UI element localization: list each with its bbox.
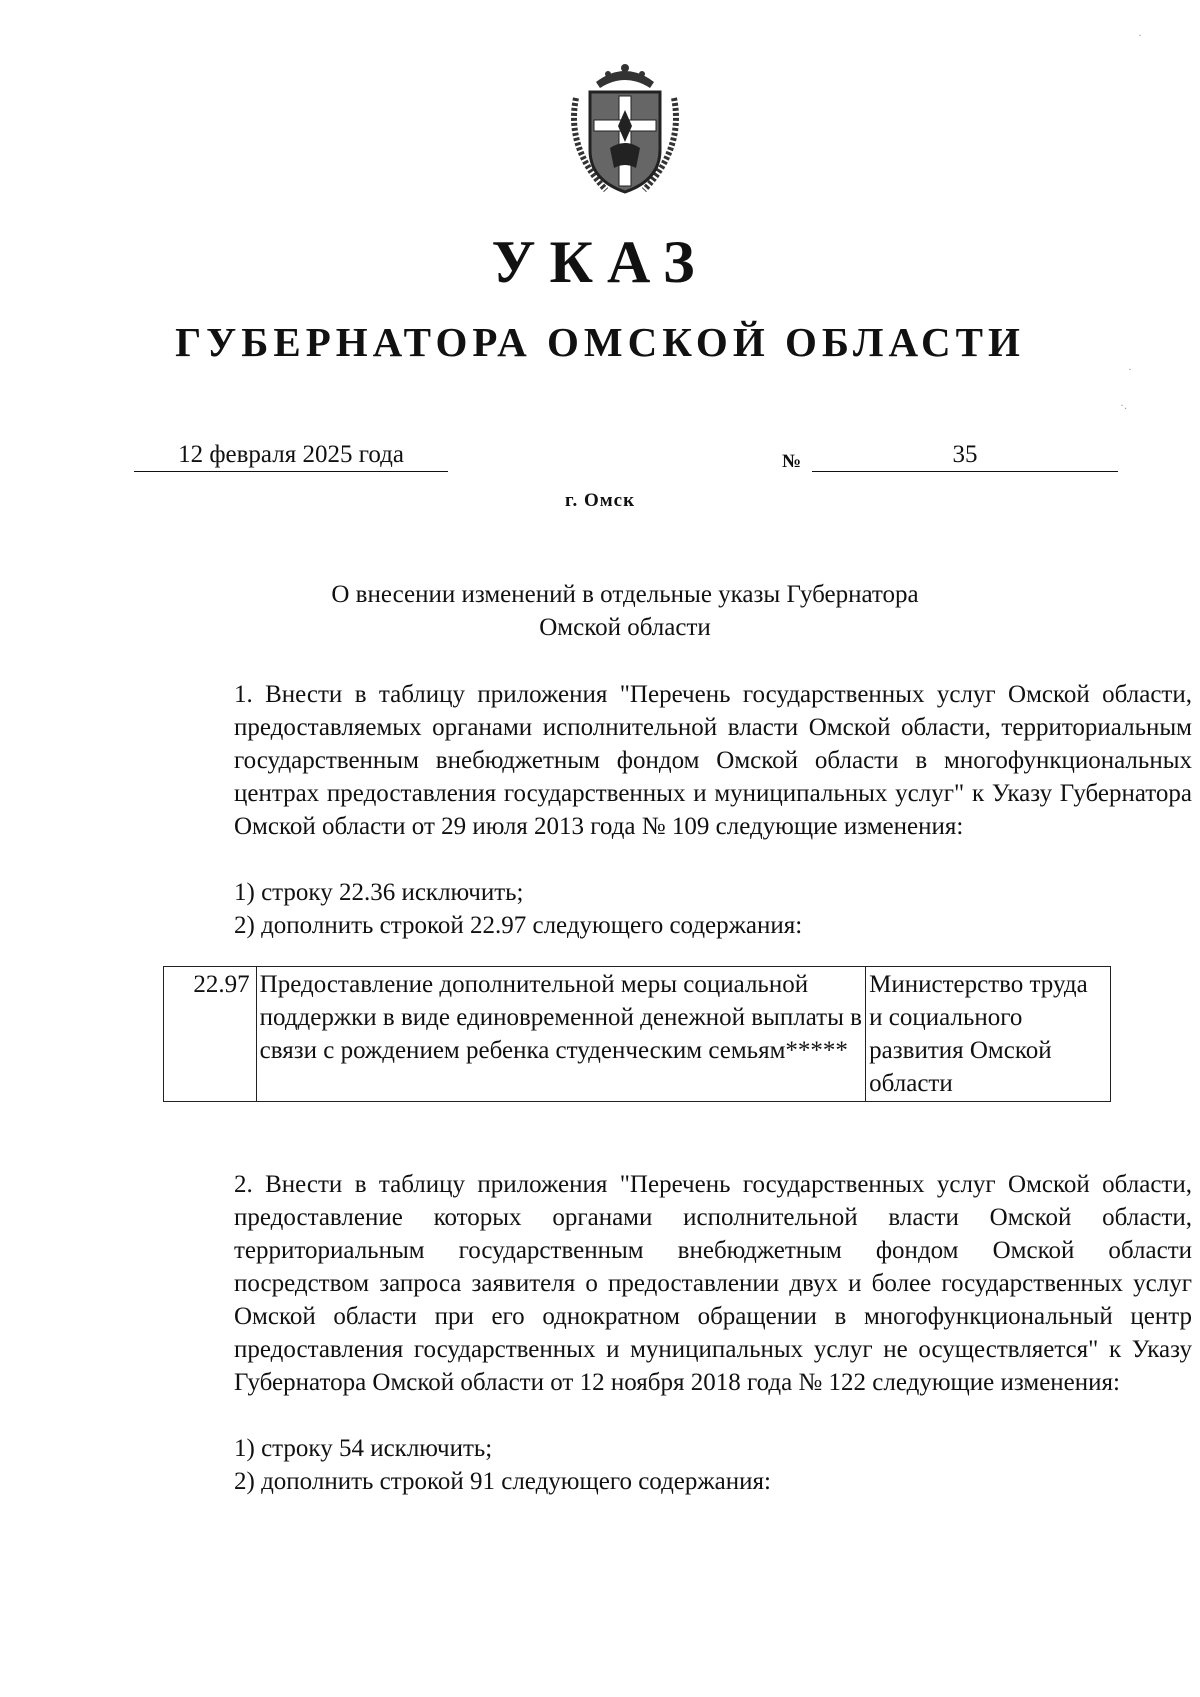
number-sign: № (782, 451, 802, 472)
section-2-paragraph: 2. Внести в таблицу приложения "Перечень государственных услуг Омской области, предоставление которых органами исполнительной власти Омской области, территориальным государственным внебюджетным фондом Омской области посредством запроса заявителя о предоставлении двух и более государственных услуг Омской области при его однократном обращении в многофункциональный центр предоставления государственных и муниципальных услуг не осуществляется" к Указу Губернатора Омской области от 12 ноября 2018 года № 122 следующие изменения: (234, 1171, 1192, 1396)
section-1-item-1: 1) строку 22.36 исключить; (234, 879, 524, 906)
document-date: 12 февраля 2025 года (134, 440, 448, 472)
document-heading (200, 578, 1050, 644)
heading-line-2: Омской области (539, 614, 711, 641)
document-title: УКАЗ (491, 229, 709, 295)
document-number: 35 (812, 440, 1118, 472)
scan-speck: · (1128, 362, 1132, 376)
table-cell-service-name: Предоставление дополнительной меры социальной поддержки в виде единовременной денежной выплаты в связи с рождением ребенка студенческим семьям***** (256, 967, 866, 1102)
section-1-paragraph: 1. Внести в таблицу приложения "Перечень государственных услуг Омской области, предоставляемых органами исполнительной власти Омской области, территориальным государственным внебюджетным фондом Омской области в многофункциональных центрах предоставления государственных и муниципальных услуг" к Указу Губернатора Омской области от 29 июля 2013 года № 109 следующие изменения: (234, 681, 1192, 840)
table-row (164, 967, 1111, 1102)
table-cell-number: 22.97 (164, 967, 257, 1102)
document-city: г. Омск (564, 490, 636, 511)
table-cell-organization: Министерство труда и социального развития Омской области (866, 967, 1111, 1102)
section-2-item-1: 1) строку 54 исключить; (234, 1435, 493, 1462)
heading-line-1: О внесении изменений в отдельные указы Губернатора (331, 581, 919, 608)
section-1-item-2: 2) дополнить строкой 22.97 следующего содержания: (234, 912, 803, 939)
section-2-item-2: 2) дополнить строкой 91 следующего содержания: (234, 1468, 771, 1495)
coat-of-arms-emblem (566, 58, 684, 198)
scan-speck: · (1138, 28, 1142, 42)
document-subtitle: ГУБЕРНАТОРА ОМСКОЙ ОБЛАСТИ (175, 319, 1025, 365)
scan-speck: ·. (1120, 398, 1127, 412)
amendment-table (163, 966, 1111, 1102)
